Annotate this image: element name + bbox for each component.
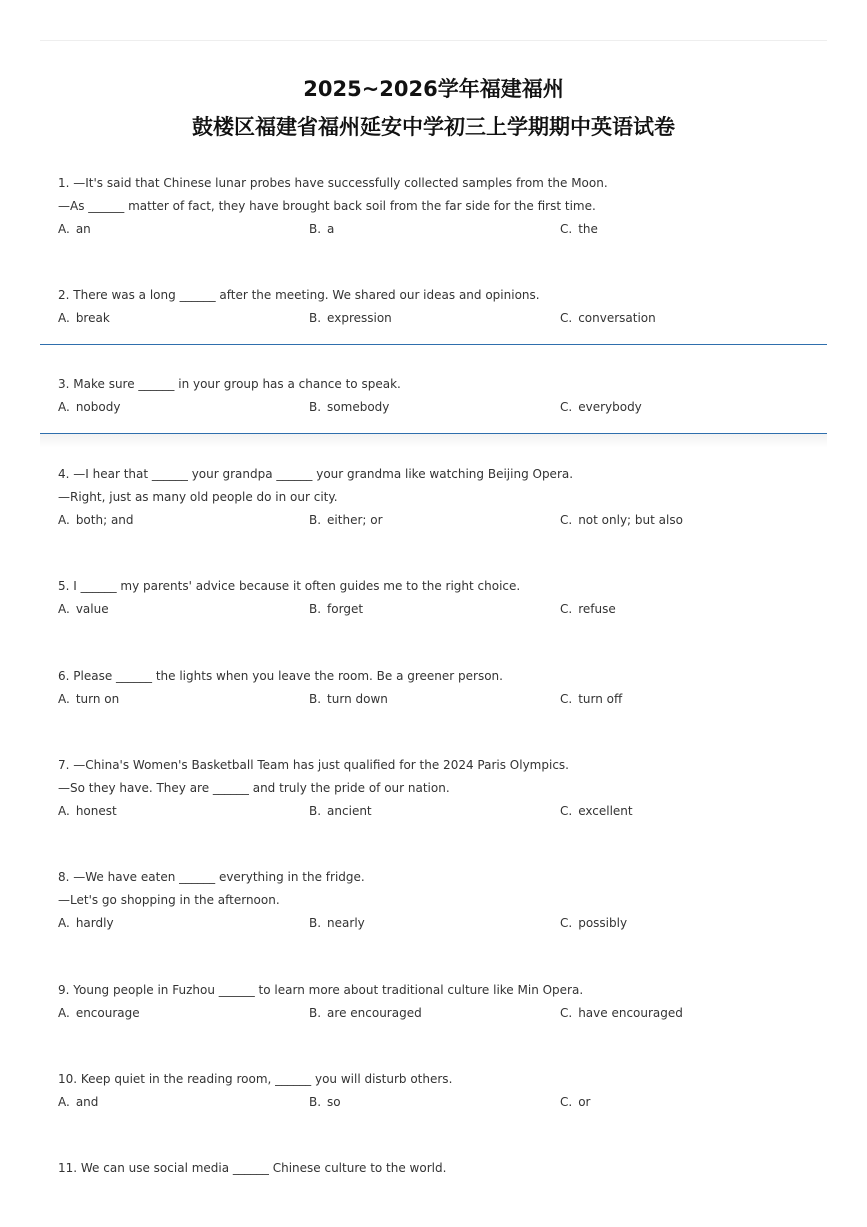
option-letter: B. <box>309 1006 322 1020</box>
option-letter: C. <box>560 311 573 325</box>
option-text: a <box>327 222 335 236</box>
option-c[interactable] <box>560 1091 590 1114</box>
option-text: an <box>75 222 91 236</box>
option-letter: A. <box>58 1095 70 1109</box>
question-stem: 6. Please ______ the lights when you leave the room. Be a greener person. <box>58 669 503 683</box>
option-text: hardly <box>75 916 114 930</box>
highlight-border-top <box>40 344 827 345</box>
option-letter: C. <box>560 222 573 236</box>
option-letter: B. <box>309 602 322 616</box>
question-stem: 10. Keep quiet in the reading room, ______ you will disturb others. <box>58 1072 453 1086</box>
question-3 <box>58 373 828 419</box>
option-b[interactable] <box>309 509 383 532</box>
option-letter: B. <box>309 692 322 706</box>
option-b[interactable] <box>309 396 389 419</box>
options-row <box>58 396 828 419</box>
option-letter: C. <box>560 804 573 818</box>
option-b[interactable] <box>309 307 392 330</box>
option-letter: B. <box>309 1095 322 1109</box>
option-text: nearly <box>327 916 365 930</box>
option-text: both; and <box>75 513 134 527</box>
question-10 <box>58 1068 828 1114</box>
option-b[interactable] <box>309 800 372 823</box>
option-text: break <box>75 311 110 325</box>
option-text: nobody <box>75 400 121 414</box>
option-letter: C. <box>560 400 573 414</box>
option-letter: C. <box>560 513 573 527</box>
question-4 <box>58 463 828 532</box>
option-b[interactable] <box>309 1091 341 1114</box>
option-b[interactable] <box>309 598 363 621</box>
question-stem: —Let's go shopping in the afternoon. <box>58 893 280 907</box>
page-title <box>0 70 867 146</box>
options-row <box>58 800 828 823</box>
option-a[interactable] <box>58 1091 98 1114</box>
option-c[interactable] <box>560 509 683 532</box>
option-text: turn on <box>75 692 120 706</box>
option-text: the <box>578 222 598 236</box>
options-row <box>58 509 828 532</box>
options-row <box>58 218 828 241</box>
option-letter: B. <box>309 513 322 527</box>
option-a[interactable] <box>58 396 120 419</box>
option-letter: A. <box>58 311 70 325</box>
option-b[interactable] <box>309 912 365 935</box>
question-stem: —As ______ matter of fact, they have brought back soil from the far side for the first time. <box>58 199 596 213</box>
question-stem: 11. We can use social media ______ Chinese culture to the world. <box>58 1161 447 1175</box>
option-letter: A. <box>58 804 70 818</box>
option-a[interactable] <box>58 218 91 241</box>
option-text: refuse <box>578 602 616 616</box>
option-letter: B. <box>309 311 322 325</box>
options-row <box>58 598 828 621</box>
option-text: conversation <box>578 311 656 325</box>
option-letter: B. <box>309 222 322 236</box>
option-letter: A. <box>58 916 70 930</box>
options-row <box>58 1091 828 1114</box>
question-8 <box>58 866 828 935</box>
question-1 <box>58 172 828 241</box>
option-text: ancient <box>327 804 372 818</box>
option-text: somebody <box>327 400 390 414</box>
title-line-2: 鼓楼区福建省福州延安中学初三上学期期中英语试卷 <box>192 115 675 139</box>
option-text: have encouraged <box>578 1006 683 1020</box>
option-text: so <box>327 1095 341 1109</box>
question-stem: 8. —We have eaten ______ everything in the fridge. <box>58 870 365 884</box>
options-row <box>58 912 828 935</box>
option-c[interactable] <box>560 218 598 241</box>
divider-shadow <box>40 434 827 448</box>
option-letter: C. <box>560 1006 573 1020</box>
option-a[interactable] <box>58 912 114 935</box>
option-letter: B. <box>309 916 322 930</box>
option-letter: C. <box>560 1095 573 1109</box>
question-11 <box>58 1157 828 1180</box>
question-stem: 1. —It's said that Chinese lunar probes have successfully collected samples from the Moon. <box>58 176 608 190</box>
question-7 <box>58 754 828 823</box>
option-a[interactable] <box>58 509 134 532</box>
option-letter: B. <box>309 400 322 414</box>
option-c[interactable] <box>560 307 656 330</box>
options-row <box>58 688 828 711</box>
option-text: everybody <box>578 400 642 414</box>
option-letter: A. <box>58 1006 70 1020</box>
question-stem: 4. —I hear that ______ your grandpa ______ your grandma like watching Beijing Opera. <box>58 467 574 481</box>
question-stem: 5. I ______ my parents' advice because it often guides me to the right choice. <box>58 579 521 593</box>
top-divider <box>40 40 827 41</box>
option-b[interactable] <box>309 688 388 711</box>
option-letter: A. <box>58 400 70 414</box>
option-a[interactable] <box>58 1002 140 1025</box>
option-c[interactable] <box>560 396 642 419</box>
option-text: turn down <box>327 692 388 706</box>
options-row <box>58 307 828 330</box>
question-stem: —Right, just as many old people do in our city. <box>58 490 338 504</box>
option-letter: C. <box>560 692 573 706</box>
option-c[interactable] <box>560 1002 683 1025</box>
option-letter: C. <box>560 916 573 930</box>
option-b[interactable] <box>309 1002 422 1025</box>
option-a[interactable] <box>58 800 117 823</box>
option-letter: A. <box>58 602 70 616</box>
option-text: or <box>578 1095 591 1109</box>
question-9 <box>58 979 828 1025</box>
option-text: and <box>75 1095 99 1109</box>
option-text: not only; but also <box>578 513 683 527</box>
options-row <box>58 1002 828 1025</box>
option-text: excellent <box>578 804 633 818</box>
option-text: are encouraged <box>327 1006 422 1020</box>
question-stem: —So they have. They are ______ and truly the pride of our nation. <box>58 781 450 795</box>
option-b[interactable] <box>309 218 334 241</box>
question-stem: 3. Make sure ______ in your group has a chance to speak. <box>58 377 401 391</box>
option-a[interactable] <box>58 688 119 711</box>
option-text: value <box>75 602 109 616</box>
question-6 <box>58 665 828 711</box>
option-c[interactable] <box>560 598 616 621</box>
option-text: expression <box>327 311 392 325</box>
option-text: either; or <box>327 513 383 527</box>
question-stem: 9. Young people in Fuzhou ______ to learn more about traditional culture like Min Opera. <box>58 983 584 997</box>
question-2 <box>58 284 828 330</box>
option-letter: A. <box>58 692 70 706</box>
option-letter: A. <box>58 513 70 527</box>
option-letter: A. <box>58 222 70 236</box>
option-text: possibly <box>578 916 628 930</box>
option-c[interactable] <box>560 912 627 935</box>
option-c[interactable] <box>560 688 622 711</box>
option-letter: C. <box>560 602 573 616</box>
option-text: forget <box>327 602 364 616</box>
title-line-1: 2025~2026学年福建福州 <box>303 77 564 101</box>
question-stem: 7. —China's Women's Basketball Team has just qualified for the 2024 Paris Olympics. <box>58 758 569 772</box>
option-a[interactable] <box>58 598 109 621</box>
option-text: encourage <box>75 1006 140 1020</box>
option-letter: B. <box>309 804 322 818</box>
option-text: honest <box>75 804 117 818</box>
option-text: turn off <box>578 692 623 706</box>
option-c[interactable] <box>560 800 633 823</box>
question-5 <box>58 575 828 621</box>
option-a[interactable] <box>58 307 110 330</box>
question-stem: 2. There was a long ______ after the meeting. We shared our ideas and opinions. <box>58 288 540 302</box>
